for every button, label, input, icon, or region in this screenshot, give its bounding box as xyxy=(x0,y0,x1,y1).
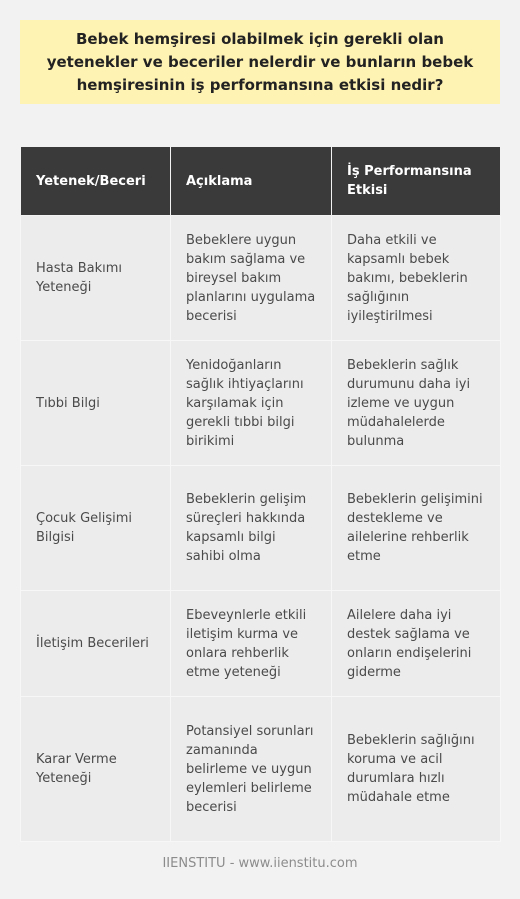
impact-cell: Ailelere daha iyi destek sağlama ve onların endişelerini giderme xyxy=(332,591,501,697)
header-skill: Yetenek/Beceri xyxy=(21,147,171,216)
table-row xyxy=(21,341,501,466)
footer-credit: IIENSTITU - www.iienstitu.com xyxy=(162,856,358,871)
impact-cell: Bebeklerin sağlığını koruma ve acil durumlara hızlı müdahale etme xyxy=(332,697,501,842)
header-impact: İş Performansına Etkisi xyxy=(332,147,501,216)
table-row xyxy=(21,466,501,591)
description-cell: Ebeveynlerle etkili iletişim kurma ve onlara rehberlik etme yeteneği xyxy=(171,591,332,697)
table-row xyxy=(21,697,501,842)
table-header-row xyxy=(21,147,501,216)
skill-cell: Hasta Bakımı Yeteneği xyxy=(21,216,171,341)
description-cell: Yenidoğanların sağlık ihtiyaçlarını karşılamak için gerekli tıbbi bilgi birikimi xyxy=(171,341,332,466)
skills-table xyxy=(20,146,501,842)
skill-cell: Çocuk Gelişimi Bilgisi xyxy=(21,466,171,591)
title-banner xyxy=(20,20,500,104)
skill-cell: Karar Verme Yeteneği xyxy=(21,697,171,842)
skill-cell: İletişim Becerileri xyxy=(21,591,171,697)
description-cell: Bebeklerin gelişim süreçleri hakkında kapsamlı bilgi sahibi olma xyxy=(171,466,332,591)
page-title: Bebek hemşiresi olabilmek için gerekli olan yetenekler ve beceriler nelerdir ve bunların bebek hemşiresinin iş performansına etkisi nedir? xyxy=(46,29,474,94)
header-description: Açıklama xyxy=(171,147,332,216)
description-cell: Bebeklere uygun bakım sağlama ve bireysel bakım planlarını uygulama becerisi xyxy=(171,216,332,341)
impact-cell: Bebeklerin gelişimini destekleme ve ailelerine rehberlik etme xyxy=(332,466,501,591)
skill-cell: Tıbbi Bilgi xyxy=(21,341,171,466)
impact-cell: Daha etkili ve kapsamlı bebek bakımı, bebeklerin sağlığının iyileştirilmesi xyxy=(332,216,501,341)
table-row xyxy=(21,216,501,341)
table-row xyxy=(21,591,501,697)
description-cell: Potansiyel sorunları zamanında belirleme ve uygun eylemleri belirleme becerisi xyxy=(171,697,332,842)
impact-cell: Bebeklerin sağlık durumunu daha iyi izleme ve uygun müdahalelerde bulunma xyxy=(332,341,501,466)
